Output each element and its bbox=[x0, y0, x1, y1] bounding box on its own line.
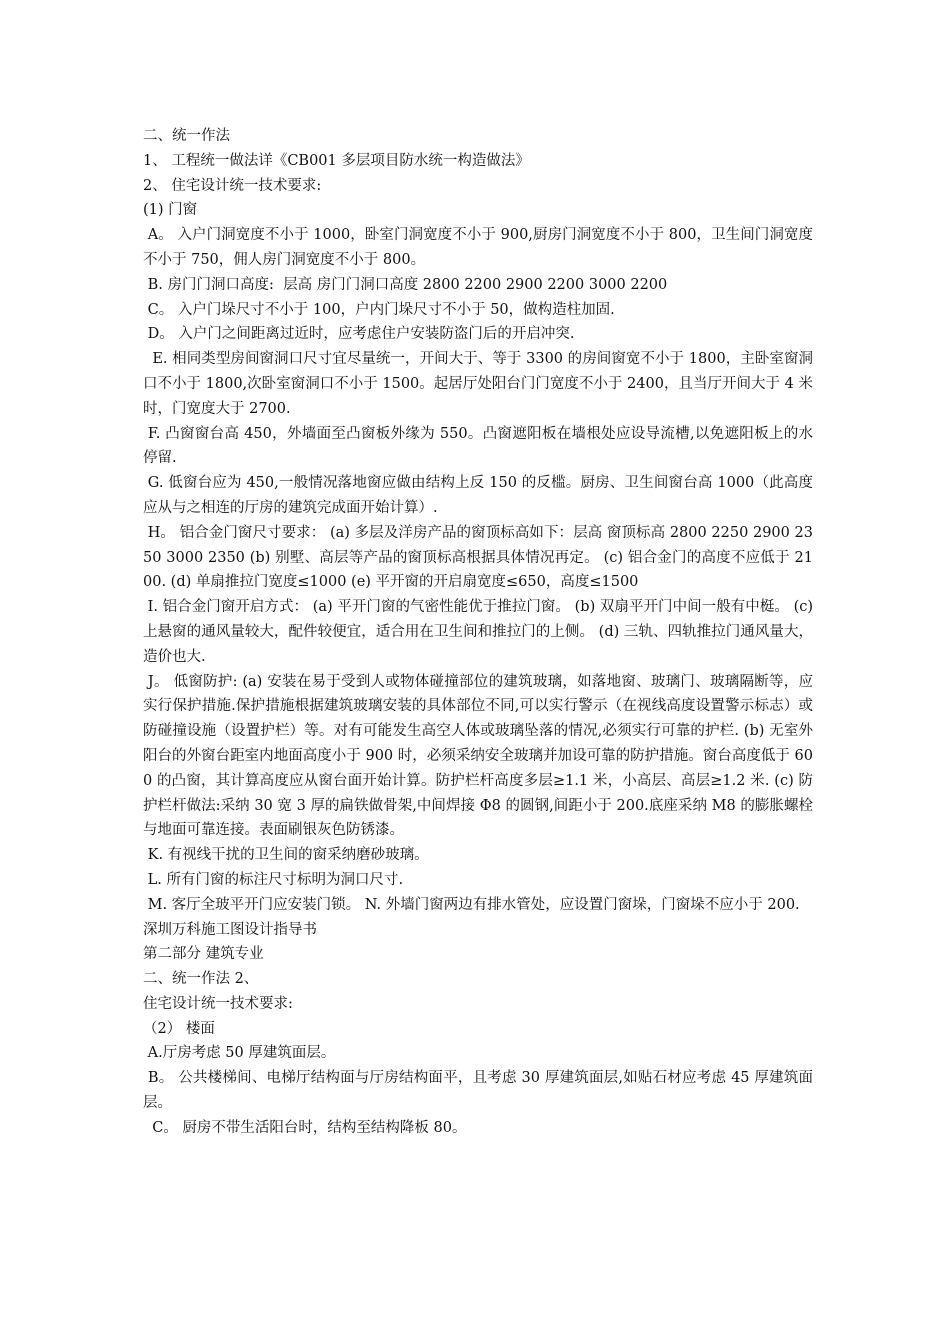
paragraph-item-2: 2、 住宅设计统一技术要求: bbox=[143, 177, 322, 194]
floor-paragraph-c: C。 厨房不带生活阳台时，结构至结构降板 80。 bbox=[143, 1119, 467, 1136]
part-heading: 第二部分 建筑专业 bbox=[143, 946, 264, 963]
paragraph-d: D。 入户门之间距离过近时，应考虑住户安装防盗门后的开启冲突. bbox=[143, 326, 575, 343]
paragraph-c: C。 入户门垛尺寸不小于 100，户内门垛尺寸不小于 50，做构造柱加固. bbox=[143, 301, 615, 318]
paragraph-m-n: M. 客厅全玻平开门应安装门锁。 N. 外墙门窗两边有排水管处，应设置门窗垛，门窗垛不应小于 200. bbox=[143, 896, 800, 913]
paragraph-f: F. 凸窗窗台高 450，外墙面至凸窗板外缘为 550。凸窗遮阳板在墙根处应设导流槽,以免遮阳板上的水停留. bbox=[143, 425, 814, 467]
paragraph-j: J。 低窗防护: (a) 安装在易于受到人或物体碰撞部位的建筑玻璃，如落地窗、玻璃门、玻璃隔断等，应实行保护措施.保护措施根据建筑玻璃安装的具体部位不同,可以实行警示（在视线高度设置警示标志）或防碰撞设施（设置护栏）等。对有可能发生高空人体或玻璃坠落的情况,必须实行可靠的护栏. (b) 无室外阳台的外窗台距室内地面高度小于 900 时，必须采纳安全玻璃并加设可靠的防护措施。窗台高度低于 600 的凸窗，其计算高度应从窗台面开始计算。防护栏杆高度多层≥1.1 米，小高层、高层≥1.2 米. (c) 防护栏杆做法:采纳 30 宽 3 厚的扁铁做骨架,中间焊接 Φ8 的圆钢,间距小于 200.底座采纳 M8 的膨胀螺栓与地面可靠连接。表面刷银灰色防锈漆。 bbox=[143, 673, 814, 839]
section-heading: 二、统一作法 bbox=[143, 128, 230, 144]
paragraph-h: H。 铝合金门窗尺寸要求： (a) 多层及洋房产品的窗顶标高如下：层高 窗顶标高 2800 2250 2900 2350 3000 2350 (b) 别墅、高层等产品的窗顶标高根据具体情况再定。 (c) 铝合金门的高度不应低于 2100. (d) 单扇推拉门宽度≤1000 (e) 平开窗的开启扇宽度≤650，高度≤1500 bbox=[143, 524, 814, 591]
subsection-heading-floors: （2） 楼面 bbox=[143, 1020, 215, 1037]
section-heading-2: 二、统一作法 2、 bbox=[143, 971, 259, 988]
paragraph-k: K. 有视线干扰的卫生间的窗采纳磨砂玻璃。 bbox=[143, 847, 429, 864]
paragraph-b: B. 房门门洞口高度: 层高 房门门洞口高度 2800 2200 2900 2200 3000 2200 bbox=[143, 276, 668, 293]
document-title: 深圳万科施工图设计指导书 bbox=[143, 921, 317, 938]
paragraph-e: E. 相同类型房间窗洞口尺寸宜尽量统一，开间大于、等于 3300 的房间窗宽不小于 1800，主卧室窗洞口不小于 1800,次卧室窗洞口不小于 1500。起居厅处阳台门门宽度不小于 2400，且当厅开间大于 4 米时，门宽度大于 2700. bbox=[143, 351, 813, 417]
paragraph-l: L. 所有门窗的标注尺寸标明为洞口尺寸. bbox=[143, 871, 404, 888]
floor-paragraph-a: A.厅房考虑 50 厚建筑面层。 bbox=[143, 1045, 336, 1062]
subsection-heading-doors-windows: (1) 门窗 bbox=[143, 202, 198, 219]
paragraph-i: I. 铝合金门窗开启方式： (a) 平开门窗的气密性能优于推拉门窗。 (b) 双扇平开门中间一般有中梃。 (c) 上悬窗的通风量较大，配件较便宜，适合用在卫生间和推拉门的上侧。 (d) 三轨、四轨推拉门通风量大，造价也大. bbox=[143, 599, 818, 665]
floor-paragraph-b: B。 公共楼梯间、电梯厅结构面与厅房结构面平，且考虑 30 厚建筑面层,如贴石材应考虑 45 厚建筑面层。 bbox=[143, 1070, 813, 1112]
document-body bbox=[143, 124, 818, 1141]
paragraph-a: A。 入户门洞宽度不小于 1000，卧室门洞宽度不小于 900,厨房门洞宽度不小于 800，卫生间门洞宽度不小于 750，佣人房门洞宽度不小于 800。 bbox=[143, 227, 813, 268]
section-subheading: 住宅设计统一技术要求: bbox=[143, 995, 293, 1012]
paragraph-item-1: 1、 工程统一做法详《CB001 多层项目防水统一构造做法》 bbox=[143, 152, 530, 169]
paragraph-g: G. 低窗台应为 450,一般情况落地窗应做由结构上反 150 的反槛。厨房、卫生间窗台高 1000（此高度应从与之相连的厅房的建筑完成面开始计算）. bbox=[143, 475, 813, 516]
